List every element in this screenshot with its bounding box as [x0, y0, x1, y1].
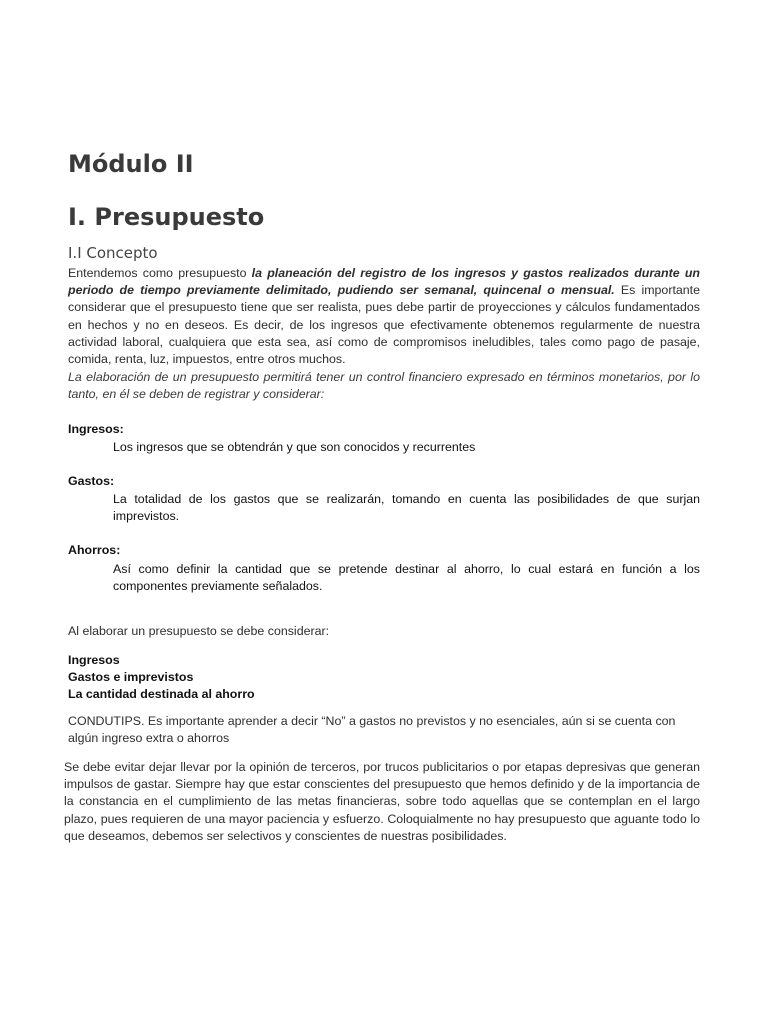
- intro-paragraph: [68, 265, 700, 368]
- definition-term-ingresos: Ingresos:: [68, 422, 124, 436]
- list-item: La cantidad destinada al ahorro: [68, 687, 255, 702]
- definition-term-ahorros: Ahorros:: [68, 543, 121, 557]
- section-title: I. Presupuesto: [68, 203, 265, 231]
- intro-italic-paragraph: La elaboración de un presupuesto permitirá tener un control financiero expresado en términos monetarios, por lo tanto, en él se deben de registrar y considerar:: [68, 370, 700, 402]
- list-item: Gastos e imprevistos: [68, 670, 194, 685]
- definition-desc-ingresos: Los ingresos que se obtendrán y que son conocidos y recurrentes: [113, 440, 476, 454]
- closing-paragraph: Se debe evitar dejar llevar por la opinión de terceros, por trucos publicitarios o por etapas depresivas que generan impulsos de gastar. Siempre hay que estar conscientes del presupuesto que hemos definido y de la importancia de la constancia en el cumplimiento de las metas financieras, sobre todo aquellas que se contemplan en el largo plazo, pues requieren de una mayor paciencia y esfuerzo. Coloquialmente no hay presupuesto que aguante todo lo que deseamos, debemos ser selectivos y conscientes de nuestras posibilidades.: [64, 760, 700, 843]
- consider-intro: Al elaborar un presupuesto se debe considerar:: [68, 624, 330, 638]
- list-item: Ingresos: [68, 653, 120, 667]
- consider-list: [68, 652, 255, 704]
- subsection-title: I.I Concepto: [68, 244, 158, 262]
- definition-desc-ahorros: Así como definir la cantidad que se pretende destinar al ahorro, lo cual estará en función a los componentes previamente señalados.: [113, 562, 700, 594]
- intro-rest: Es importante considerar que el presupuesto tiene que ser realista, pues debe partir de proyecciones y cálculos fundamentados en hechos y no en deseos. Es decir, de los ingresos que efectivamente obtenemos regularmente de nuestra actividad laboral, cualquiera que esta sea, así como de compromisos ineludibles, tales como pago de pasaje, comida, renta, luz, impuestos, entre otros muchos.: [68, 283, 700, 367]
- definition-term-gastos: Gastos:: [68, 474, 115, 488]
- definition-desc-gastos: La totalidad de los gastos que se realizarán, tomando en cuenta las posibilidades de que surjan imprevistos.: [113, 492, 700, 524]
- intro-lead: Entendemos como presupuesto: [68, 266, 252, 280]
- intro-emphasis: la planeación del registro de los ingresos y gastos realizados durante un periodo de tiempo previamente delimitado, pudiendo ser semanal, quincenal o mensual.: [68, 266, 700, 298]
- module-title: Módulo II: [68, 150, 194, 178]
- condutips-tip: CONDUTIPS. Es importante aprender a decir “No” a gastos no previstos y no esenciales, aún si se cuenta con algún ingreso extra o ahorros: [68, 714, 676, 746]
